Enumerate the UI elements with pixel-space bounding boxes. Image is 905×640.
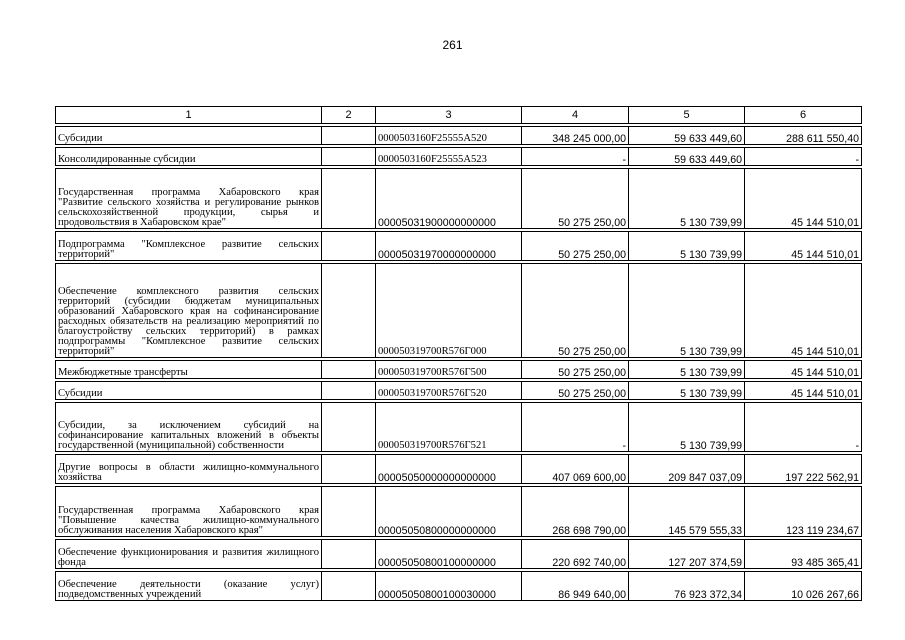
table-row xyxy=(56,540,862,569)
executed-amount-cell: 5 130 739,99 xyxy=(629,169,745,229)
planned-amount-cell: 86 949 640,00 xyxy=(522,572,629,601)
blank-cell xyxy=(322,361,376,379)
name-cell: Подпрограмма "Комплексное развитие сельских территорий" xyxy=(56,232,322,261)
code-cell: 00005050000000000000 xyxy=(376,455,522,484)
blank-cell xyxy=(322,264,376,358)
blank-cell xyxy=(322,148,376,166)
executed-amount-cell: 145 579 555,33 xyxy=(629,487,745,537)
executed-amount-cell: 59 633 449,60 xyxy=(629,127,745,145)
planned-amount-cell: 268 698 790,00 xyxy=(522,487,629,537)
code-cell: 00005031900000000000 xyxy=(376,169,522,229)
remaining-amount-cell: 123 119 234,67 xyxy=(745,487,862,537)
blank-cell xyxy=(322,487,376,537)
executed-amount-cell: 127 207 374,59 xyxy=(629,540,745,569)
executed-amount-cell: 5 130 739,99 xyxy=(629,382,745,400)
remaining-amount-cell: 45 144 510,01 xyxy=(745,361,862,379)
executed-amount-cell: 5 130 739,99 xyxy=(629,264,745,358)
remaining-amount-cell: 45 144 510,01 xyxy=(745,232,862,261)
name-cell: Субсидии xyxy=(56,127,322,145)
code-cell: 0000503160F25555A523 xyxy=(376,148,522,166)
remaining-amount-cell: 10 026 267,66 xyxy=(745,572,862,601)
page-number: 261 xyxy=(442,38,463,52)
table-row xyxy=(56,148,862,166)
remaining-amount-cell: - xyxy=(745,148,862,166)
blank-cell xyxy=(322,127,376,145)
column-header-6: 6 xyxy=(745,107,862,124)
header-row xyxy=(56,107,862,124)
name-cell: Субсидии, за исключением субсидий на софинансирование капитальных вложений в объекты государственной (муниципальной) собственности xyxy=(56,403,322,452)
table-row xyxy=(56,169,862,229)
planned-amount-cell: 50 275 250,00 xyxy=(522,169,629,229)
blank-cell xyxy=(322,382,376,400)
name-cell: Консолидированные субсидии xyxy=(56,148,322,166)
table-row xyxy=(56,572,862,601)
name-cell: Обеспечение деятельности (оказание услуг) подведомственных учреждений xyxy=(56,572,322,601)
blank-cell xyxy=(322,572,376,601)
executed-amount-cell: 59 633 449,60 xyxy=(629,148,745,166)
executed-amount-cell: 5 130 739,99 xyxy=(629,361,745,379)
remaining-amount-cell: - xyxy=(745,403,862,452)
executed-amount-cell: 209 847 037,09 xyxy=(629,455,745,484)
name-cell: Государственная программа Хабаровского края "Развитие сельского хозяйства и регулирование рынков сельскохозяйственной продукции, сырья и продовольствия в Хабаровском крае" xyxy=(56,169,322,229)
name-cell: Обеспечение комплексного развития сельских территорий (субсидии бюджетам муниципальных образований Хабаровского края на софинансирование расходных обязательств на реализацию мероприятий по благоустройству сельских территорий) в рамках подпрограммы "Комплексное развитие сельских территорий" xyxy=(56,264,322,358)
planned-amount-cell: 50 275 250,00 xyxy=(522,361,629,379)
table-header xyxy=(56,107,862,124)
remaining-amount-cell: 45 144 510,01 xyxy=(745,382,862,400)
table-row xyxy=(56,127,862,145)
planned-amount-cell: - xyxy=(522,403,629,452)
code-cell: 00005050800000000000 xyxy=(376,487,522,537)
code-cell: 000050319700R576Г000 xyxy=(376,264,522,358)
remaining-amount-cell: 45 144 510,01 xyxy=(745,264,862,358)
table-row xyxy=(56,455,862,484)
column-header-4: 4 xyxy=(522,107,629,124)
blank-cell xyxy=(322,455,376,484)
name-cell: Другие вопросы в области жилищно-коммунального хозяйства xyxy=(56,455,322,484)
remaining-amount-cell: 93 485 365,41 xyxy=(745,540,862,569)
table-row xyxy=(56,382,862,400)
name-cell: Межбюджетные трансферты xyxy=(56,361,322,379)
code-cell: 000050319700R576Г521 xyxy=(376,403,522,452)
table-row xyxy=(56,487,862,537)
code-cell: 000050319700R576Г500 xyxy=(376,361,522,379)
planned-amount-cell: 50 275 250,00 xyxy=(522,232,629,261)
column-header-2: 2 xyxy=(322,107,376,124)
name-cell: Обеспечение функционирования и развития жилищного фонда xyxy=(56,540,322,569)
code-cell: 00005050800100000000 xyxy=(376,540,522,569)
code-cell: 0000503160F25555A520 xyxy=(376,127,522,145)
remaining-amount-cell: 45 144 510,01 xyxy=(745,169,862,229)
blank-cell xyxy=(322,232,376,261)
executed-amount-cell: 5 130 739,99 xyxy=(629,232,745,261)
planned-amount-cell: 220 692 740,00 xyxy=(522,540,629,569)
table-body xyxy=(56,124,862,601)
remaining-amount-cell: 197 222 562,91 xyxy=(745,455,862,484)
planned-amount-cell: 407 069 600,00 xyxy=(522,455,629,484)
column-header-1: 1 xyxy=(56,107,322,124)
name-cell: Государственная программа Хабаровского края "Повышение качества жилищно-коммунального обслуживания населения Хабаровского края" xyxy=(56,487,322,537)
blank-cell xyxy=(322,403,376,452)
blank-cell xyxy=(322,540,376,569)
planned-amount-cell: 50 275 250,00 xyxy=(522,264,629,358)
code-cell: 000050319700R576Г520 xyxy=(376,382,522,400)
code-cell: 00005031970000000000 xyxy=(376,232,522,261)
remaining-amount-cell: 288 611 550,40 xyxy=(745,127,862,145)
column-header-5: 5 xyxy=(629,107,745,124)
blank-cell xyxy=(322,169,376,229)
budget-table xyxy=(55,106,862,601)
table-row xyxy=(56,361,862,379)
planned-amount-cell: - xyxy=(522,148,629,166)
table-row xyxy=(56,232,862,261)
column-header-3: 3 xyxy=(376,107,522,124)
name-cell: Субсидии xyxy=(56,382,322,400)
code-cell: 00005050800100030000 xyxy=(376,572,522,601)
table-row xyxy=(56,403,862,452)
executed-amount-cell: 5 130 739,99 xyxy=(629,403,745,452)
table-row xyxy=(56,264,862,358)
planned-amount-cell: 50 275 250,00 xyxy=(522,382,629,400)
planned-amount-cell: 348 245 000,00 xyxy=(522,127,629,145)
executed-amount-cell: 76 923 372,34 xyxy=(629,572,745,601)
